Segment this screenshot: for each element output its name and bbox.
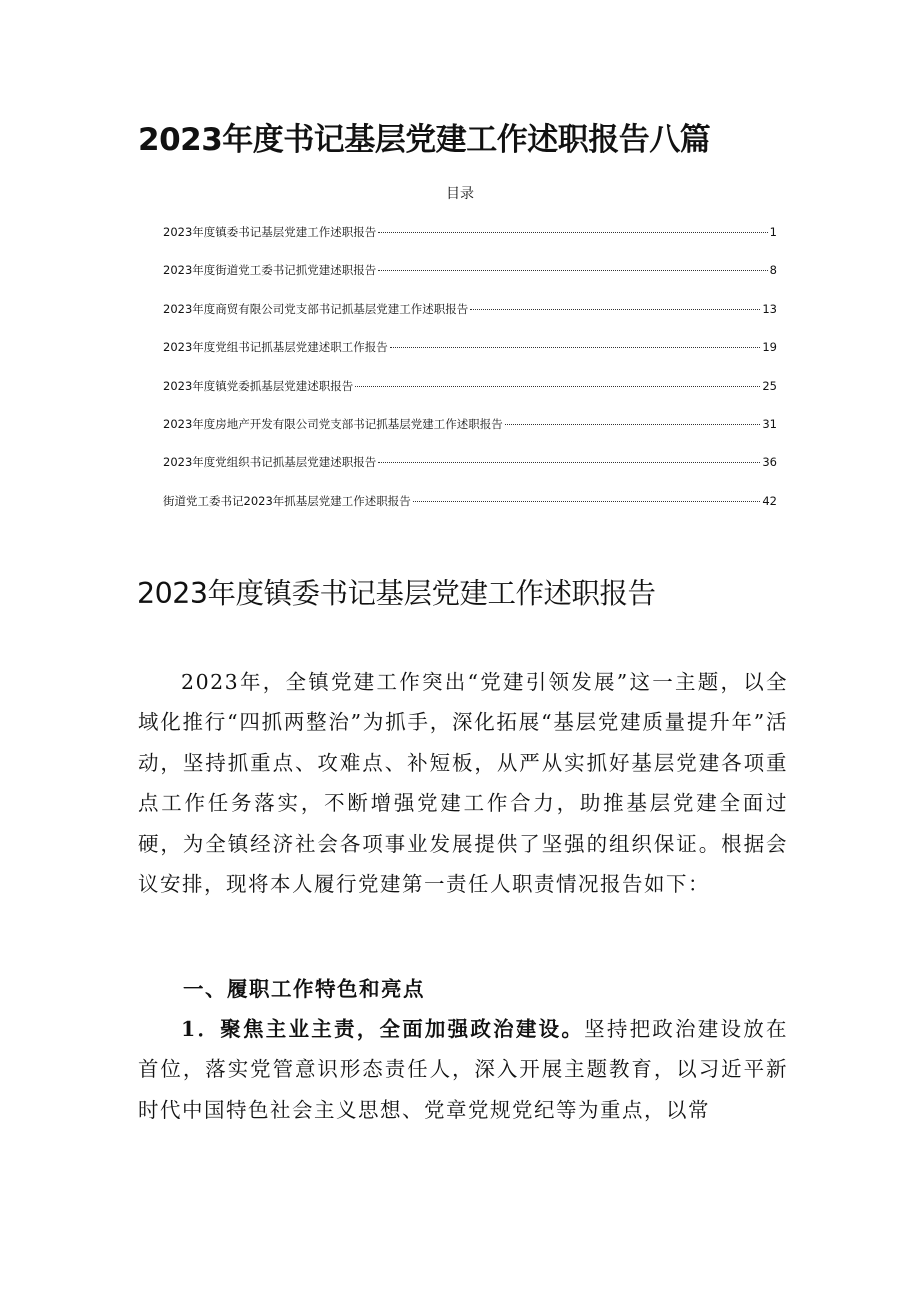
toc-entry[interactable] [163,260,777,298]
toc-entry-page: 42 [762,493,777,508]
toc-leader-dots [390,347,761,348]
paragraph-lead: 1．聚焦主业主责，全面加强政治建设。 [181,1017,585,1041]
toc-entry[interactable] [163,491,777,529]
toc-leader-dots [378,462,760,463]
intro-paragraph: 2023年，全镇党建工作突出“党建引领发展”这一主题，以全域化推行“四抓两整治”为抓手，深化拓展“基层党建质量提升年”活动，坚持抓重点、攻难点、补短板，从严从实抓好基层党建各项重点工作任务落实，不断增强党建工作合力，助推基层党建全面过硬，为全镇经济社会各项事业发展提供了坚强的组织保证。根据会议安排，现将本人履行党建第一责任人职责情况报告如下： [138,670,788,897]
table-of-contents [163,222,777,529]
toc-leader-dots [355,386,760,387]
toc-entry-page: 31 [762,416,777,431]
toc-entry-page: 36 [762,455,777,470]
toc-entry-title: 2023年度商贸有限公司党支部书记抓基层党建工作述职报告 [163,301,469,316]
toc-leader-dots [470,309,760,310]
toc-entry-title: 2023年度党组织书记抓基层党建述职报告 [163,455,377,470]
toc-entry-title: 2023年度街道党工委书记抓党建述职报告 [163,263,377,278]
toc-entry[interactable] [163,376,777,414]
toc-entry-page: 19 [762,340,777,355]
toc-entry-page: 13 [762,301,777,316]
toc-entry-title: 2023年度镇委书记基层党建工作述职报告 [163,225,377,239]
toc-entry-title: 2023年度房地产开发有限公司党支部书记抓基层党建工作述职报告 [163,416,503,431]
section-title: 2023年度镇委书记基层党建工作述职报告 [137,577,656,610]
toc-entry-title: 街道党工委书记2023年抓基层党建工作述职报告 [163,493,411,508]
toc-leader-dots [505,424,761,425]
toc-entry-title: 2023年度党组书记抓基层党建述职工作报告 [163,340,388,355]
toc-entry[interactable] [163,414,777,452]
paragraph-text: 坚持把政治建设放在首位，落实党管意识形态责任人，深入开展主题教育，以习近平新时代中国特色社会主义思想、党章党规党纪等为重点，以常 [138,1017,788,1122]
toc-leader-dots [378,270,767,271]
toc-entry-page: 1 [769,225,777,239]
toc-entry-page: 8 [769,263,777,278]
section-heading: 一、履职工作特色和亮点 [183,977,425,1001]
toc-entry[interactable] [163,299,777,337]
toc-entry[interactable] [163,452,777,490]
toc-entry-title: 2023年度镇党委抓基层党建述职报告 [163,378,354,393]
toc-leader-dots [378,232,767,233]
toc-entry-page: 25 [762,378,777,393]
toc-entry[interactable] [163,337,777,375]
toc-heading: 目录 [446,186,474,202]
toc-entry[interactable] [163,222,777,260]
body-paragraph [138,1009,788,1130]
document-title: 2023年度书记基层党建工作述职报告八篇 [138,122,711,158]
toc-leader-dots [413,501,761,502]
